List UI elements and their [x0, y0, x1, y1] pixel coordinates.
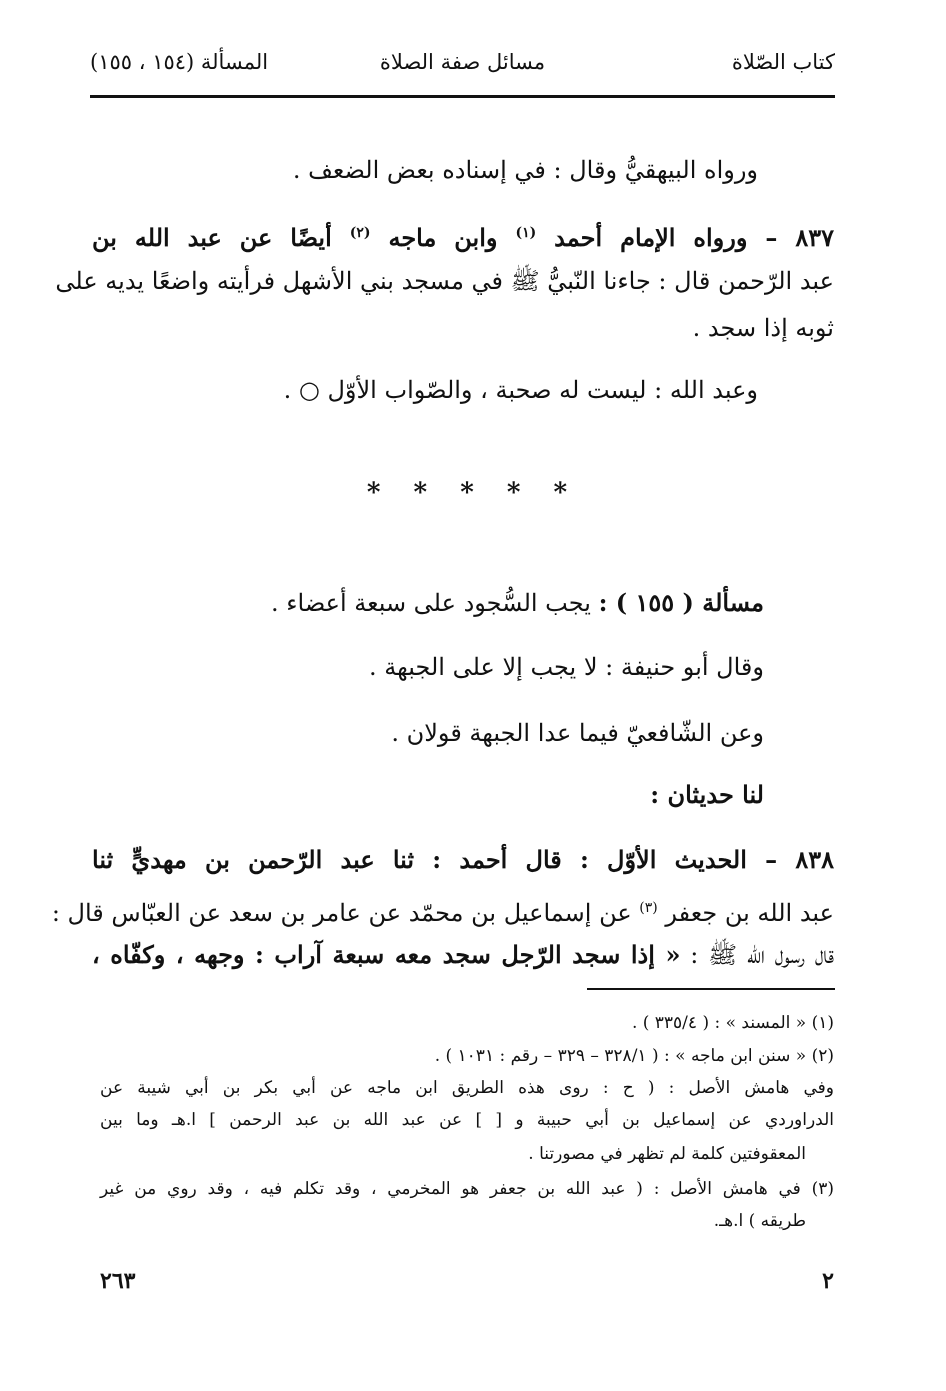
footnote-2-line3: الدراوردي عن إسماعيل بن أبي حبيبة و [ ] عن عبد الله بن عبد الرحمن ] ا.هـ وما بين [100, 1110, 834, 1130]
footnote-ref-3: (٣) [639, 900, 658, 916]
hadith-838-line3 [92, 940, 834, 970]
masala-155-heading [271, 588, 764, 618]
footnote-ref-2: (٢) [349, 225, 371, 241]
end-circle-icon: ○ [298, 376, 320, 404]
signature-mark: ٢ [822, 1268, 834, 1294]
footnote-rule [587, 988, 835, 990]
text-line-two-hadiths: لنا حديثان : [650, 780, 764, 809]
text-line-abu-hanifa: وقال أبو حنيفة : لا يجب إلا على الجبهة . [369, 653, 764, 681]
footnote-2: (٢) « سنن ابن ماجه » : ( ٣٢٨/١ – ٣٢٩ – رقم : ١٠٣١ ) . [434, 1046, 834, 1066]
text-line-bayhaqi: ورواه البيهقيُّ وقال : في إسناده بعض الضعف . [292, 156, 758, 184]
footnote-1: (١) « المسند » : ( ٣٣٥/٤ ) . [631, 1013, 834, 1033]
footnote-2-line4: المعقوفتين كلمة لم تظهر في مصورتنا . [528, 1144, 806, 1164]
hadith-837-opening: ٨٣٧ – ورواه الإمام أحمد [554, 223, 835, 252]
hadith-838-quote: « إذا سجد الرّجل سجد معه سبعة آراب : وجهه ، وكفّاه ، [92, 940, 681, 969]
header-issue-range: المسألة (١٥٤ ، ١٥٥) [90, 50, 269, 74]
hadith-837-line3: ثوبه إذا سجد . [692, 314, 834, 342]
page-number: ٢٦٣ [100, 1268, 136, 1294]
hadith-838-chain: عن إسماعيل بن محمّد عن عامر بن سعد عن العبّاس قال : [51, 899, 632, 927]
header-rule [90, 95, 835, 98]
hadith-838-narrator: عبد الله بن جعفر [665, 899, 834, 927]
text-line-shafii: وعن الشّافعيّ فيما عدا الجبهة قولان . [391, 719, 764, 747]
footnote-3: (٣) في هامش الأصل : ( عبد الله بن جعفر هو المخرمي ، وقد تكلم فيه ، وقد روي من غير [100, 1179, 834, 1199]
hadith-838-line1: ٨٣٨ – الحديث الأوّل : قال أحمد : ثنا عبد الرّحمن بن مهديٍّ ثنا [92, 845, 834, 874]
hadith-837-ibn-majah: وابن ماجه [388, 223, 498, 252]
running-header [90, 50, 835, 90]
hadith-837-line2: عبد الرّحمن قال : جاءنا النّبيُّ ﷺ في مسجد بني الأشهل فرأيته واضعًا يديه على [55, 267, 834, 295]
masala-155-statement: يجب السُّجود على سبعة أعضاء . [270, 589, 591, 617]
footnote-ref-1: (١) [515, 225, 537, 241]
hadith-838-line2 [51, 893, 834, 928]
end-period: . [283, 376, 292, 404]
abdullah-note: وعبد الله : ليست له صحبة ، والصّواب الأوّل [327, 376, 758, 404]
footnote-2-line2: وفي هامش الأصل : ( ح : روى هذه الطريق ابن ماجه عن أبي بكر بن أبي شيبة عن [100, 1078, 834, 1098]
section-divider-stars: * * * * * [366, 478, 580, 508]
hadith-837-line1 [92, 218, 834, 253]
header-chapter-title: مسائل صفة الصلاة [379, 50, 546, 74]
text-line-abdullah [284, 375, 758, 405]
hadith-838-intro: قال رسول الله ﷺ : [690, 941, 834, 969]
footnote-3-line2: طريقه ) ا.هـ. [713, 1211, 806, 1231]
header-book-title: كتاب الصّلاة [731, 50, 835, 74]
masala-155-label: مسألة ( ١٥٥ ) : [598, 588, 764, 617]
hadith-837-continuation: أيضًا عن عبد الله بن [92, 223, 332, 252]
